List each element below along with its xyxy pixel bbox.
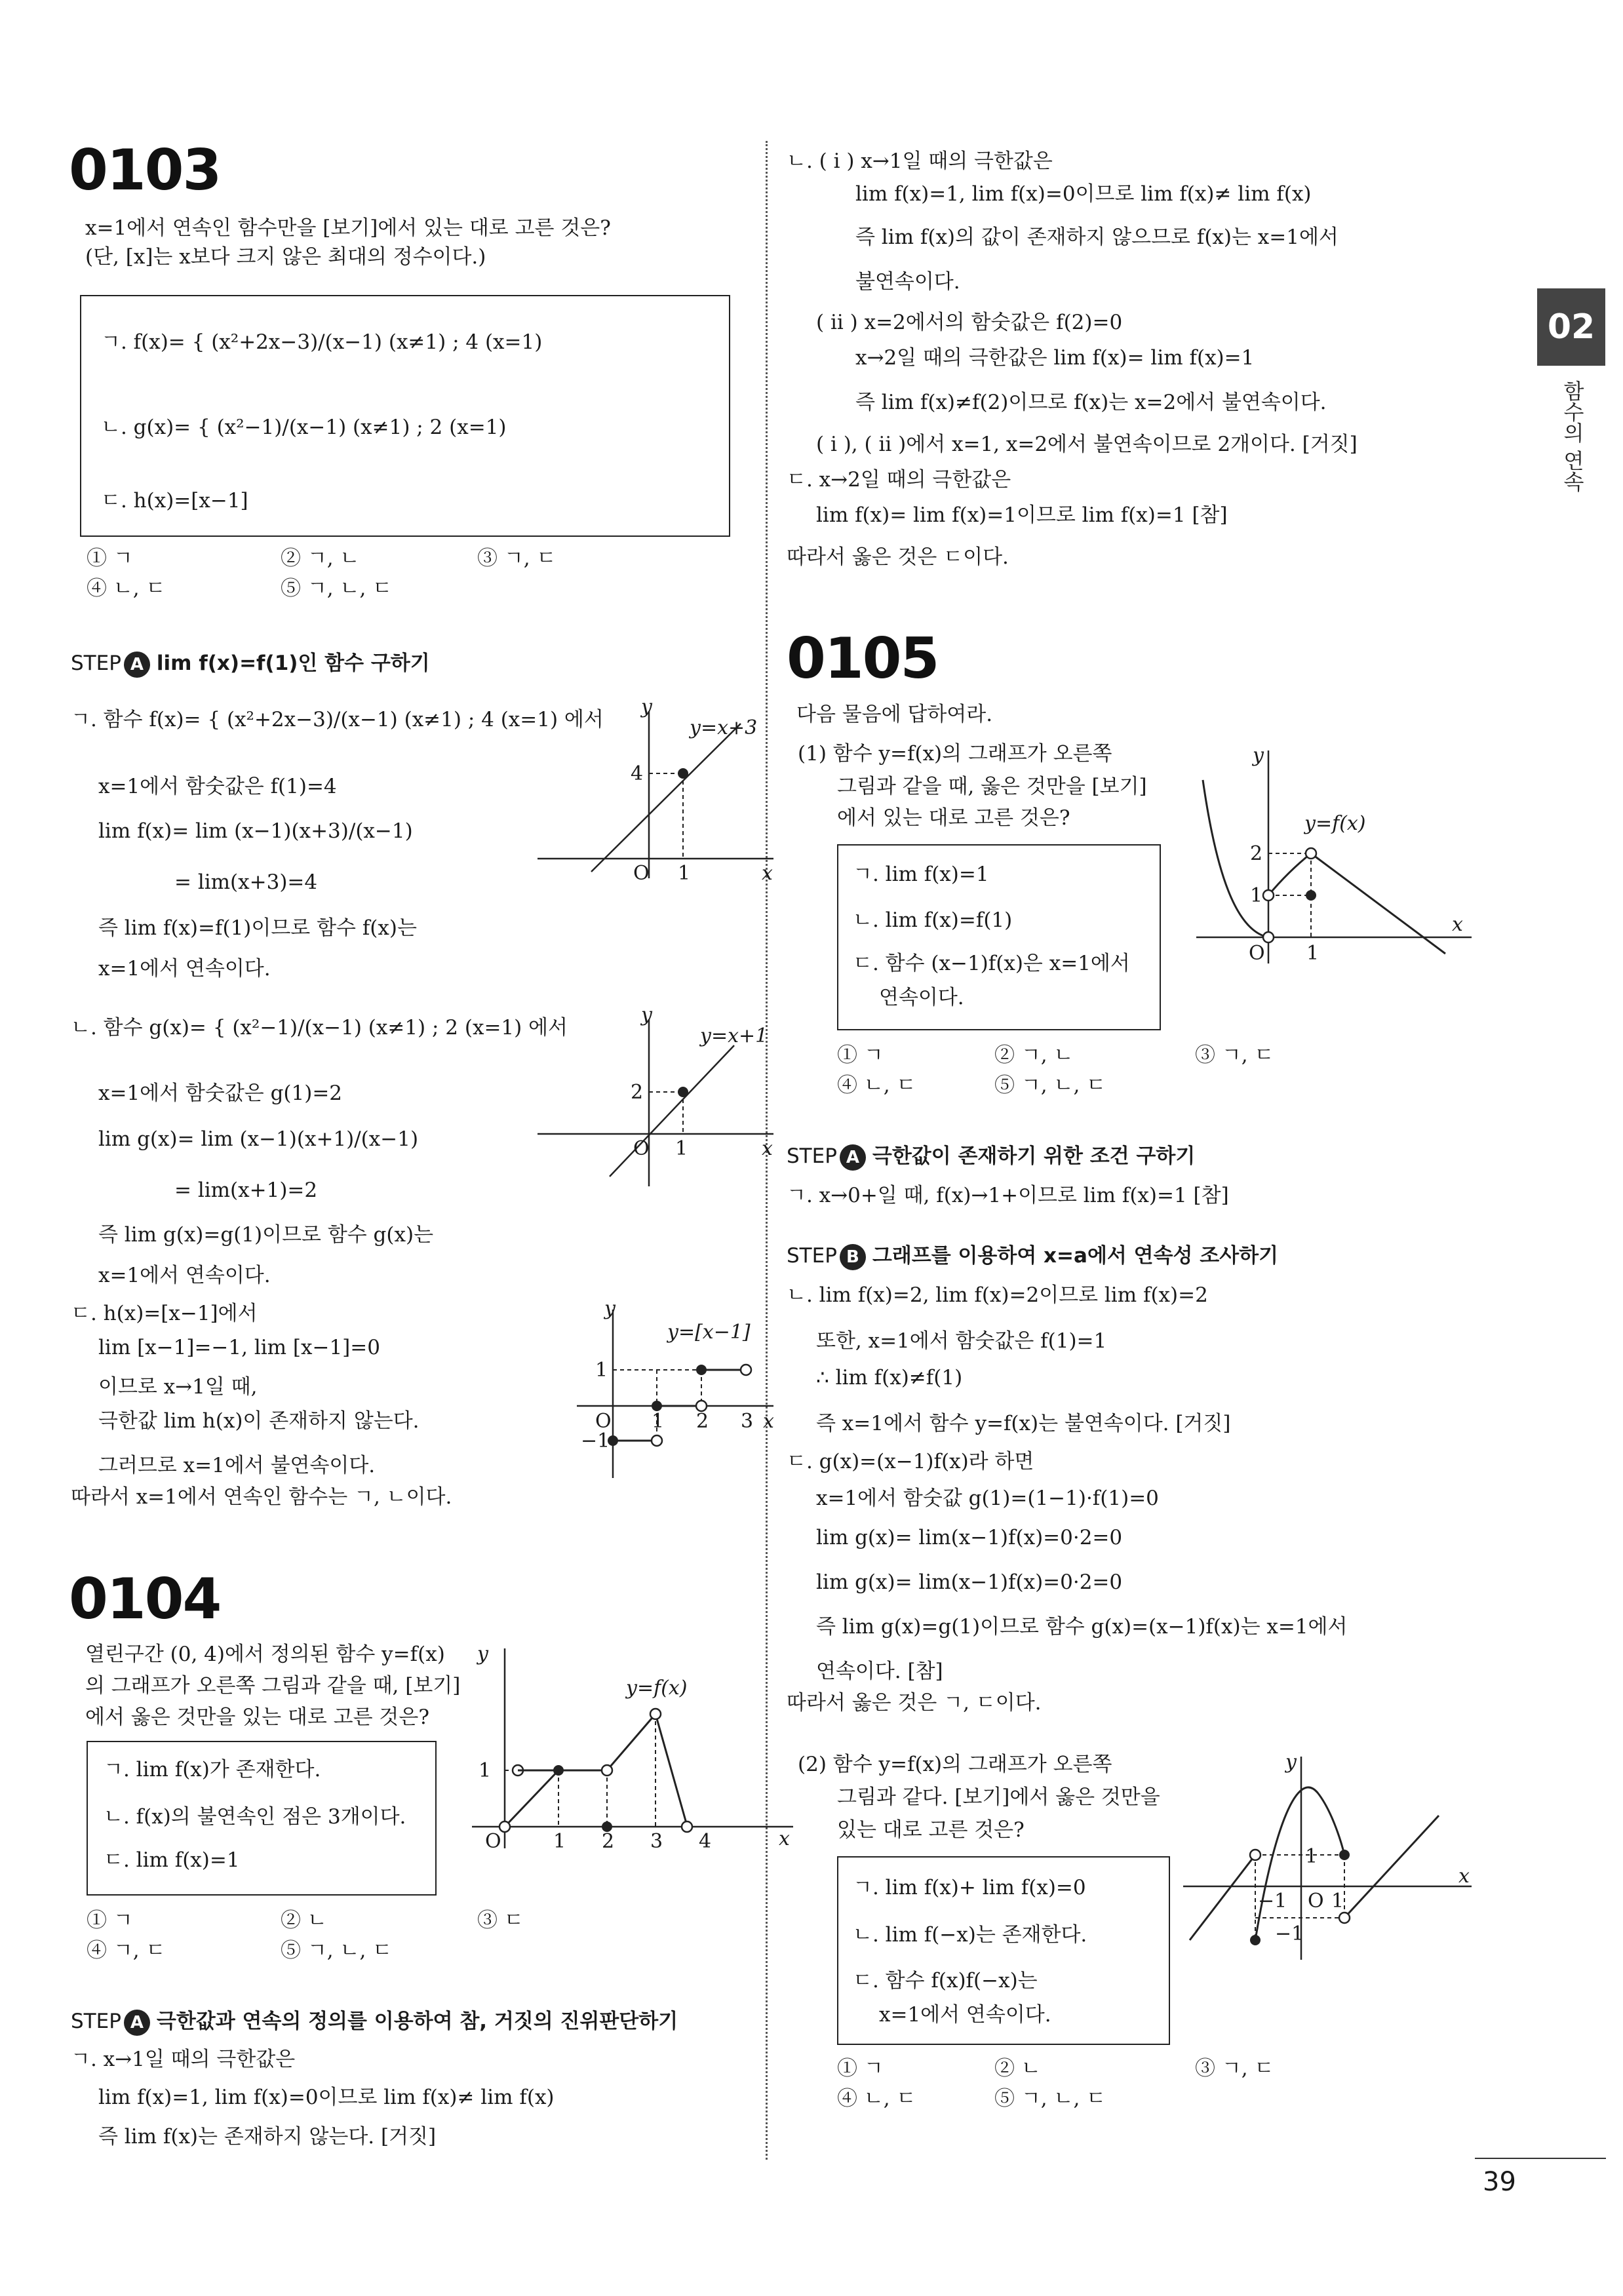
choice: ① ㄱ xyxy=(837,2057,884,2080)
choice: ② ㄴ xyxy=(994,2057,1041,2080)
tick-label: 2 xyxy=(696,1410,709,1433)
chapter-tab: 02 xyxy=(1537,288,1605,366)
problem-number-0103: 0103 xyxy=(69,138,221,203)
x-axis-label: x xyxy=(1452,913,1463,936)
tick-label: 2 xyxy=(602,1830,615,1853)
origin-label: O xyxy=(633,1137,650,1160)
step-badge: B xyxy=(840,1244,866,1270)
curve-label: y=x+3 xyxy=(690,716,758,739)
footer-line xyxy=(1475,2158,1606,2159)
solution-line: 불연속이다. xyxy=(855,270,960,294)
solution-line: lim [x−1]=−1, lim [x−1]=0 xyxy=(98,1336,380,1359)
y-axis-label: y xyxy=(641,1003,652,1026)
line-graph xyxy=(610,1045,734,1177)
tick-label: −1 xyxy=(1258,1890,1287,1913)
open-point xyxy=(1306,848,1316,859)
line-left xyxy=(1190,1855,1255,1940)
solution-line: 즉 lim g(x)=g(1)이므로 함수 g(x)는 xyxy=(98,1223,434,1247)
origin-label: O xyxy=(633,862,650,885)
question-line: 에서 옳은 것만을 있는 대로 고른 것은? xyxy=(85,1705,429,1729)
box-item: ㄴ. lim f(x)=f(1) xyxy=(853,908,1013,932)
step-heading: STEP A lim f(x)=f(1)인 함수 구하기 xyxy=(71,646,430,678)
solution-line: 즉 lim f(x)≠f(2)이므로 f(x)는 x=2에서 불연속이다. xyxy=(855,391,1327,414)
choice: ② ㄱ, ㄴ xyxy=(281,547,360,570)
solution-line: x=1에서 연속이다. xyxy=(98,957,271,981)
x-axis-label: x xyxy=(763,1410,774,1433)
solution-line: ㄴ. lim f(x)=2, lim f(x)=2이므로 lim f(x)=2 xyxy=(787,1283,1208,1307)
step-title: 극한값이 존재하기 위한 조건 구하기 xyxy=(872,1144,1196,1168)
choice: ③ ㄱ, ㄷ xyxy=(477,547,557,570)
step-title: 극한값과 연속의 정의를 이용하여 참, 거짓의 진위판단하기 xyxy=(156,2010,678,2033)
curve-right-branch xyxy=(1268,853,1311,895)
question-line: x=1에서 연속인 함수만을 [보기]에서 있는 대로 고른 것은? xyxy=(85,216,611,240)
solution-line: 따라서 옳은 것은 ㄷ이다. xyxy=(787,545,1009,569)
question-line: 열린구간 (0, 4)에서 정의된 함수 y=f(x) xyxy=(85,1643,445,1666)
open-point xyxy=(652,1435,662,1446)
open-point xyxy=(1263,932,1274,943)
graph-0104 xyxy=(459,1642,800,1858)
problem-number-0104: 0104 xyxy=(69,1566,221,1632)
solution-line: lim f(x)= lim (x−1)(x+3)/(x−1) xyxy=(98,819,413,843)
box-item: ㄴ. g(x)= { (x²−1)/(x−1) (x≠1) ; 2 (x=1) xyxy=(101,416,507,439)
solution-line: lim f(x)=1, lim f(x)=0이므로 lim f(x)≠ lim f(x) xyxy=(855,182,1312,206)
solution-line: 즉 lim g(x)=g(1)이므로 함수 g(x)=(x−1)f(x)는 x=1에서 xyxy=(816,1615,1348,1639)
solution-line: ( i ), ( ii )에서 x=1, x=2에서 불연속이므로 2개이다. [거짓] xyxy=(816,433,1358,456)
chapter-title: 함수의 연속 xyxy=(1560,380,1585,492)
box-item: ㄱ. lim f(x)=1 xyxy=(853,863,989,886)
choice: ⑤ ㄱ, ㄴ, ㄷ xyxy=(994,1074,1106,1097)
curve-label: y=f(x) xyxy=(626,1677,688,1700)
box-item: ㄱ. lim f(x)+ lim f(x)=0 xyxy=(853,1876,1086,1899)
filled-point xyxy=(1339,1850,1350,1860)
solution-line: ㄷ. h(x)=[x−1]에서 xyxy=(71,1302,258,1325)
tick-label: 3 xyxy=(650,1830,663,1853)
solution-line: 즉 lim f(x)=f(1)이므로 함수 f(x)는 xyxy=(98,916,417,940)
line-right xyxy=(1344,1816,1439,1918)
box-item: ㄷ. 함수 f(x)f(−x)는 xyxy=(853,1969,1038,1993)
y-axis-label: y xyxy=(1285,1751,1297,1774)
choice: ④ ㄴ, ㄷ xyxy=(837,2087,916,2111)
question-line: 있는 대로 고른 것은? xyxy=(837,1818,1025,1842)
box-item: x=1에서 연속이다. xyxy=(879,2003,1051,2027)
choice: ① ㄱ xyxy=(87,547,133,570)
solution-line: ㄱ. x→0+일 때, f(x)→1+이므로 lim f(x)=1 [참] xyxy=(787,1184,1229,1207)
step-heading: STEP B 그래프를 이용하여 x=a에서 연속성 조사하기 xyxy=(787,1239,1278,1270)
curve-label: y=[x−1] xyxy=(667,1321,751,1344)
question-line: 그림과 같을 때, 옳은 것만을 [보기] xyxy=(837,775,1147,798)
solution-line: lim g(x)= lim(x−1)f(x)=0·2=0 xyxy=(816,1526,1123,1549)
step-heading: STEP A 극한값과 연속의 정의를 이용하여 참, 거짓의 진위판단하기 xyxy=(71,2004,678,2036)
graph-floor-function xyxy=(505,1297,780,1481)
tick-label: 1 xyxy=(595,1359,608,1382)
question-line: 에서 있는 대로 고른 것은? xyxy=(837,806,1070,830)
box-item: ㄴ. lim f(−x)는 존재한다. xyxy=(853,1923,1087,1947)
graph-0105-2 xyxy=(1177,1743,1478,1966)
tick-label: −1 xyxy=(581,1430,610,1452)
graph-0105-1 xyxy=(1190,741,1478,977)
tick-label: 4 xyxy=(699,1830,712,1853)
box-item: ㄴ. f(x)의 불연속인 점은 3개이다. xyxy=(104,1805,406,1829)
question-line: (단, [x]는 x보다 크지 않은 최대의 정수이다.) xyxy=(85,245,486,269)
solution-line: ㄴ. 함수 g(x)= { (x²−1)/(x−1) (x≠1) ; 2 (x=1) 에서 xyxy=(71,1016,568,1040)
box-item: ㄷ. h(x)=[x−1] xyxy=(101,489,248,513)
open-point xyxy=(682,1821,692,1832)
solution-line: = lim(x+3)=4 xyxy=(174,870,318,894)
choice: ③ ㄱ, ㄷ xyxy=(1195,1043,1274,1067)
solution-line: lim g(x)= lim (x−1)(x+1)/(x−1) xyxy=(98,1127,419,1151)
line-segment xyxy=(1311,853,1445,954)
filled-point xyxy=(696,1365,707,1375)
choice: ⑤ ㄱ, ㄴ, ㄷ xyxy=(281,577,393,600)
graph-segment xyxy=(505,1770,558,1827)
step-heading: STEP A 극한값이 존재하기 위한 조건 구하기 xyxy=(787,1139,1195,1171)
tick-label: 1 xyxy=(479,1759,492,1782)
x-axis-label: x xyxy=(1458,1865,1470,1888)
open-point xyxy=(1339,1913,1350,1923)
solution-line: 즉 lim f(x)의 값이 존재하지 않으므로 f(x)는 x=1에서 xyxy=(855,225,1339,249)
box-item: ㄱ. f(x)= { (x²+2x−3)/(x−1) (x≠1) ; 4 (x=1) xyxy=(101,330,543,354)
step-title: 그래프를 이용하여 x=a에서 연속성 조사하기 xyxy=(872,1244,1279,1268)
solution-line: 극한값 lim h(x)이 존재하지 않는다. xyxy=(98,1409,420,1433)
solution-line: 따라서 x=1에서 연속인 함수는 ㄱ, ㄴ이다. xyxy=(71,1485,452,1509)
example-box-0105-1 xyxy=(837,844,1161,1030)
solution-line: ( ii ) x=2에서의 함숫값은 f(2)=0 xyxy=(816,311,1123,334)
tick-label: 1 xyxy=(675,1137,688,1160)
solution-line: ㄷ. x→2일 때의 극한값은 xyxy=(787,468,1011,492)
choice: ④ ㄱ, ㄷ xyxy=(87,1939,166,1962)
solution-line: ㄷ. g(x)=(x−1)f(x)라 하면 xyxy=(787,1450,1034,1473)
question-line: 의 그래프가 오른쪽 그림과 같을 때, [보기] xyxy=(85,1674,461,1698)
step-badge: A xyxy=(124,652,150,678)
origin-label: O xyxy=(1249,942,1265,965)
x-axis-label: x xyxy=(762,1137,773,1160)
solution-line: x=1에서 함숫값은 f(1)=4 xyxy=(98,775,337,798)
open-point xyxy=(741,1365,751,1375)
tick-label: 4 xyxy=(631,762,644,785)
tick-label: 2 xyxy=(1250,842,1263,865)
filled-point xyxy=(678,768,688,779)
step-badge: A xyxy=(840,1144,866,1171)
box-item: 연속이다. xyxy=(879,986,964,1009)
choice: ④ ㄴ, ㄷ xyxy=(87,577,166,600)
solution-line: 그러므로 x=1에서 불연속이다. xyxy=(98,1454,376,1477)
tick-label: 2 xyxy=(631,1081,644,1104)
y-axis-label: y xyxy=(641,695,652,718)
tick-label: 1 xyxy=(1305,1845,1318,1868)
solution-line: ㄱ. 함수 f(x)= { (x²+2x−3)/(x−1) (x≠1) ; 4 (x=1) 에서 xyxy=(71,708,604,731)
choice: ⑤ ㄱ, ㄴ, ㄷ xyxy=(994,2087,1106,2111)
y-axis-label: y xyxy=(604,1297,616,1320)
y-axis-label: y xyxy=(477,1643,488,1665)
solution-line: x→2일 때의 극한값은 lim f(x)= lim f(x)=1 xyxy=(855,346,1255,370)
example-box-0103 xyxy=(80,295,730,537)
question-line: 그림과 같다. [보기]에서 옳은 것만을 xyxy=(837,1785,1160,1809)
solution-line: 이므로 x→1일 때, xyxy=(98,1375,258,1399)
tick-label: −1 xyxy=(1275,1922,1304,1945)
solution-line: lim f(x)=1, lim f(x)=0이므로 lim f(x)≠ lim f(x) xyxy=(98,2086,555,2109)
origin-label: O xyxy=(485,1830,501,1853)
open-point xyxy=(602,1765,612,1776)
choice: ② ㄴ xyxy=(281,1909,327,1932)
open-point xyxy=(650,1709,661,1719)
tick-label: 1 xyxy=(1250,884,1263,907)
step-badge: A xyxy=(124,2010,150,2036)
solution-line: 연속이다. [참] xyxy=(816,1660,943,1683)
solution-line: = lim(x+1)=2 xyxy=(174,1178,318,1202)
open-point xyxy=(1263,890,1274,901)
choice: ③ ㄷ xyxy=(477,1909,524,1932)
tick-label: 3 xyxy=(741,1410,754,1433)
tick-label: 1 xyxy=(652,1410,665,1433)
example-box-0104 xyxy=(87,1741,437,1896)
filled-point xyxy=(678,1087,688,1097)
open-point xyxy=(1250,1850,1261,1860)
solution-line: 따라서 옳은 것은 ㄱ, ㄷ이다. xyxy=(787,1691,1042,1715)
example-box-0105-2 xyxy=(837,1856,1170,2045)
step-title: lim f(x)=f(1)인 함수 구하기 xyxy=(156,652,430,675)
tick-label: 1 xyxy=(1331,1890,1344,1913)
filled-point xyxy=(1250,1935,1261,1945)
problem-number-0105: 0105 xyxy=(787,626,939,691)
solution-line: lim f(x)= lim f(x)=1이므로 lim f(x)=1 [참] xyxy=(816,503,1228,527)
solution-line: lim g(x)= lim(x−1)f(x)=0·2=0 xyxy=(816,1570,1123,1594)
x-axis-label: x xyxy=(779,1827,790,1850)
solution-line: 즉 x=1에서 함수 y=f(x)는 불연속이다. [거짓] xyxy=(816,1412,1231,1435)
curve-label: y=x+1 xyxy=(700,1024,768,1047)
tick-label: 1 xyxy=(553,1830,566,1853)
choice: ① ㄱ xyxy=(837,1043,884,1067)
origin-label: O xyxy=(595,1410,612,1433)
tick-label: 1 xyxy=(1306,942,1320,965)
solution-line: 즉 lim f(x)는 존재하지 않는다. [거짓] xyxy=(98,2125,437,2149)
filled-point xyxy=(1306,890,1316,901)
origin-label: O xyxy=(1308,1890,1324,1913)
intro-line: 다음 물음에 답하여라. xyxy=(796,703,993,726)
graph-segment xyxy=(655,1714,687,1825)
solution-line: x=1에서 연속이다. xyxy=(98,1264,271,1287)
question-line: (1) 함수 y=f(x)의 그래프가 오른쪽 xyxy=(798,742,1112,766)
solution-line: 또한, x=1에서 함숫값은 f(1)=1 xyxy=(816,1329,1107,1353)
solution-line: ∴ lim f(x)≠f(1) xyxy=(816,1366,963,1390)
graph-y-x-plus-3 xyxy=(518,695,780,885)
y-axis-label: y xyxy=(1253,744,1264,767)
page-number: 39 xyxy=(1483,2167,1516,2197)
curve-label: y=f(x) xyxy=(1304,812,1366,835)
choice: ⑤ ㄱ, ㄴ, ㄷ xyxy=(281,1939,393,1962)
tick-label: 1 xyxy=(678,862,691,885)
choice: ④ ㄴ, ㄷ xyxy=(837,1074,916,1097)
choice: ② ㄱ, ㄴ xyxy=(994,1043,1074,1067)
solution-line: x=1에서 함숫값 g(1)=(1−1)·f(1)=0 xyxy=(816,1487,1159,1510)
graph-segment xyxy=(607,1714,655,1770)
question-line: (2) 함수 y=f(x)의 그래프가 오른쪽 xyxy=(798,1753,1112,1776)
x-axis-label: x xyxy=(762,862,773,885)
line-graph xyxy=(591,724,741,872)
graph-y-x-plus-1 xyxy=(518,1003,780,1193)
solution-line: ㄴ. ( i ) x→1일 때의 극한값은 xyxy=(787,149,1053,173)
box-item: ㄱ. lim f(x)가 존재한다. xyxy=(104,1758,321,1781)
choice: ① ㄱ xyxy=(87,1909,133,1932)
box-item: ㄷ. lim f(x)=1 xyxy=(104,1848,240,1872)
solution-line: ㄱ. x→1일 때의 극한값은 xyxy=(71,2048,296,2071)
box-item: ㄷ. 함수 (x−1)f(x)은 x=1에서 xyxy=(853,952,1130,975)
choice: ③ ㄱ, ㄷ xyxy=(1195,2057,1274,2080)
solution-line: x=1에서 함숫값은 g(1)=2 xyxy=(98,1081,343,1105)
